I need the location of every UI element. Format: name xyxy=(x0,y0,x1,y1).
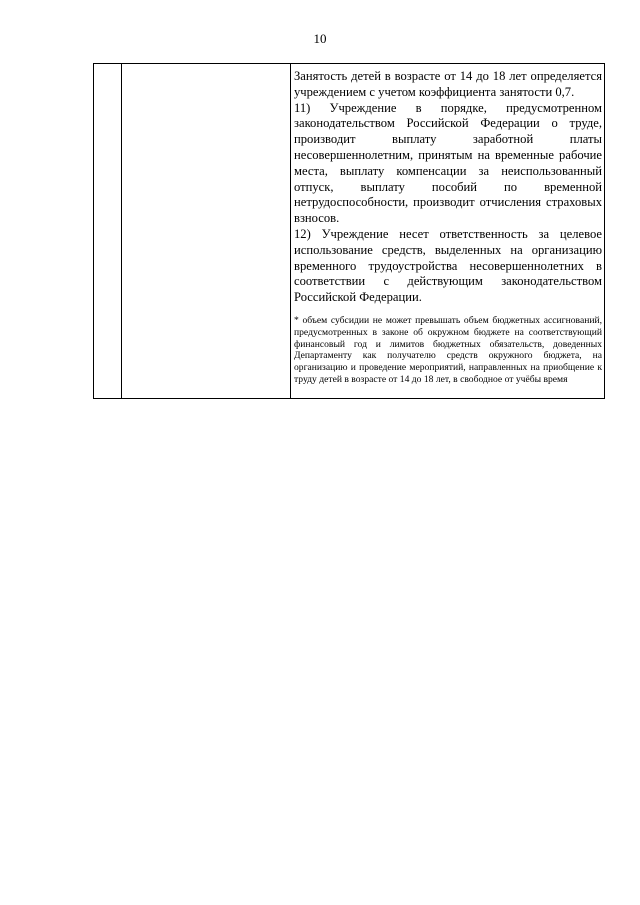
paragraph-employment-coefficient: Занятость детей в возрасте от 14 до 18 лет определяется учреждением с учетом коэффициента занятости 0,7. xyxy=(294,69,602,99)
paragraph-item-11: 11) Учреждение в порядке, предусмотренном законодательством Российской Федерации о труде, производит выплату заработной платы несовершеннолетним, принятым на временные рабочие места, выплату компенсации за неиспользованный отпуск, выплату пособий по временной нетрудоспособности, производит отчисления страховых взносов. xyxy=(294,100,602,226)
table-column-divider xyxy=(290,64,291,398)
table-text-cell xyxy=(294,69,602,386)
paragraph-item-12: 12) Учреждение несет ответственность за целевое использование средств, выделенных на организацию временного трудоустройства несовершеннолетних в соответствии с действующим законодательством Российской Федерации. xyxy=(294,226,602,305)
footnote: * объем субсидии не может превышать объем бюджетных ассигнований, предусмотренных в законе об окружном бюджете на соответствующий финансовый год и лимитов бюджетных обязательств, доведенных Департаменту как получателю средств окружного бюджета, на организацию и проведение мероприятий, направленных на приобщение к труду детей в возрасте от 14 до 18 лет, в свободное от учёбы время xyxy=(294,314,602,385)
table-column-divider xyxy=(121,64,122,398)
document-table xyxy=(93,63,605,399)
page-number: 10 xyxy=(313,31,327,46)
